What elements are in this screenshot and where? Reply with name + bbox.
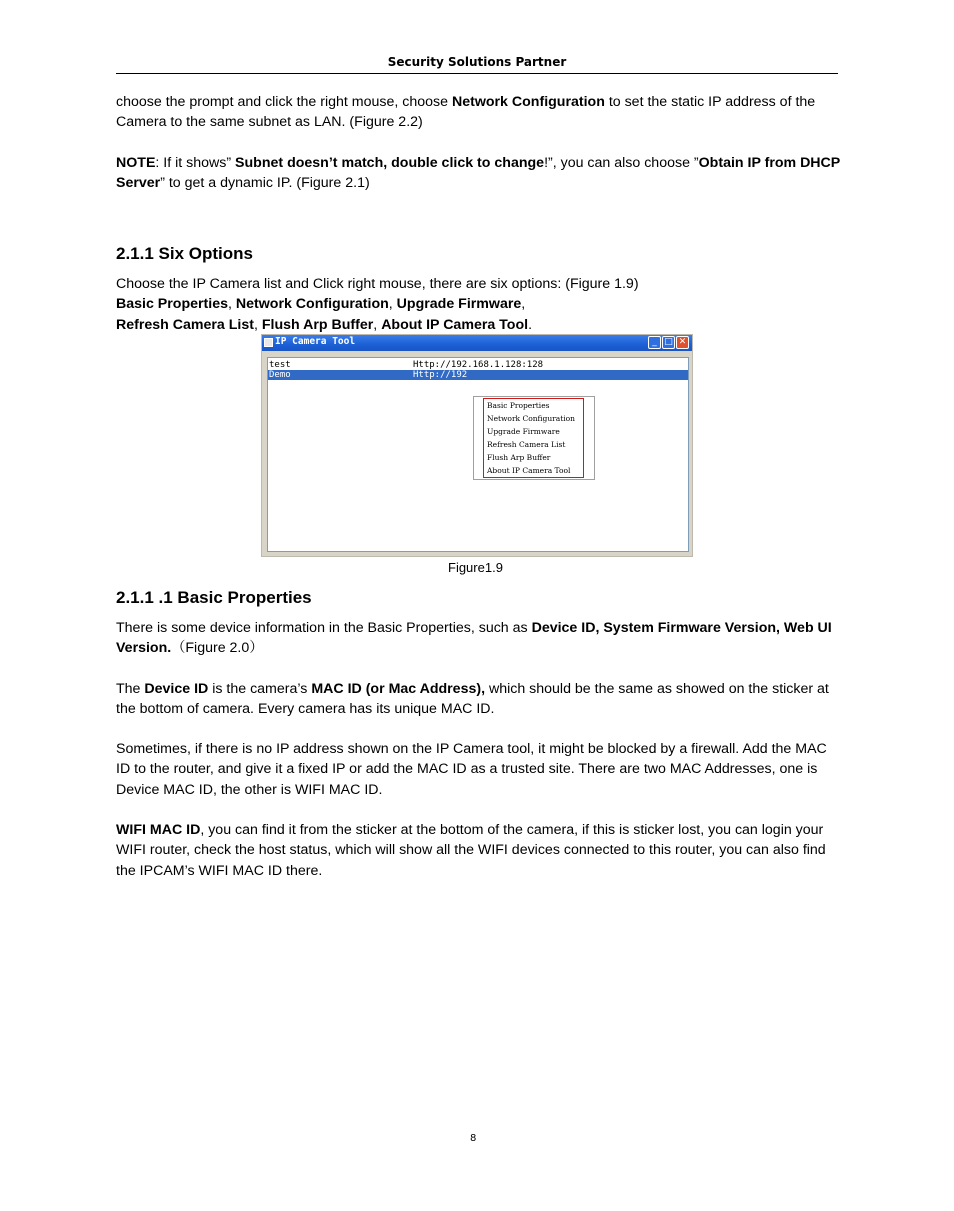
camera-list[interactable]: [267, 357, 689, 552]
window-titlebar: [262, 335, 692, 351]
camera-url: Http://192: [413, 370, 468, 380]
camera-name: Demo: [269, 370, 291, 380]
paragraph-wifi-mac: WIFI MAC ID, you can find it from the sticker at the bottom of the camera, if this is sticker lost, you can login your WIFI router, check the host status, which will show all the WIFI devices connected to this router, you can also find the IPCAM’s WIFI MAC ID there.: [116, 822, 826, 879]
header-rule: [116, 73, 838, 74]
app-icon: [264, 338, 273, 347]
menu-item-network-configuration[interactable]: Network Configuration: [487, 414, 575, 423]
paragraph-network-config: choose the prompt and click the right mouse, choose Network Configuration to set the static IP address of the Camera to the same subnet as LAN. (Figure 2.2): [116, 94, 816, 131]
camera-name: test: [269, 360, 291, 370]
figure-caption: Figure1.9: [448, 560, 503, 575]
window-title: IP Camera Tool: [275, 336, 356, 347]
camera-row[interactable]: [268, 360, 688, 370]
context-menu: [473, 396, 595, 480]
paragraph-device-id: The Device ID is the camera’s MAC ID (or Mac Address), which should be the same as showed on the sticker at the bottom of camera. Every camera has its unique MAC ID.: [116, 681, 829, 718]
menu-item-flush-arp-buffer[interactable]: Flush Arp Buffer: [487, 453, 551, 462]
paragraph-six-options: Choose the IP Camera list and Click right mouse, there are six options: (Figure 1.9) Basic Properties, Network Configuration, Upgrade Firmware, Refresh Camera List, Flush Arp Buffer, About IP Camera Tool.: [116, 276, 639, 333]
menu-item-refresh-camera-list[interactable]: Refresh Camera List: [487, 440, 566, 449]
menu-item-upgrade-firmware[interactable]: Upgrade Firmware: [487, 427, 560, 436]
menu-item-basic-properties[interactable]: Basic Properties: [487, 401, 550, 410]
page-number: 8: [470, 1133, 477, 1144]
running-header: Security Solutions Partner: [387, 55, 567, 69]
ip-camera-tool-window: [261, 334, 693, 557]
section-heading-basic-properties: 2.1.1 .1 Basic Properties: [116, 588, 312, 607]
paragraph-firewall: Sometimes, if there is no IP address shown on the IP Camera tool, it might be blocked by a firewall. Add the MAC ID to the router, and give it a fixed IP or add the MAC ID as a trusted site. There are two MAC Addresses, one is Device MAC ID, the other is WIFI MAC ID.: [116, 741, 827, 798]
minimize-button[interactable]: _: [648, 336, 661, 349]
camera-row-selected[interactable]: [268, 370, 688, 380]
paragraph-basic-properties: There is some device information in the Basic Properties, such as Device ID, System Firmware Version, Web UI Version.（Figure 2.0）: [116, 620, 832, 657]
close-button[interactable]: ✕: [676, 336, 689, 349]
maximize-button[interactable]: □: [662, 336, 675, 349]
menu-item-about-ip-camera-tool[interactable]: About IP Camera Tool: [487, 466, 571, 475]
camera-url: Http://192.168.1.128:128: [413, 360, 544, 370]
paragraph-note: NOTE: If it shows” Subnet doesn’t match, double click to change!”, you can also choose ”Obtain IP from DHCP Server” to get a dynamic IP. (Figure 2.1): [116, 155, 841, 192]
section-heading-six-options: 2.1.1 Six Options: [116, 244, 253, 263]
